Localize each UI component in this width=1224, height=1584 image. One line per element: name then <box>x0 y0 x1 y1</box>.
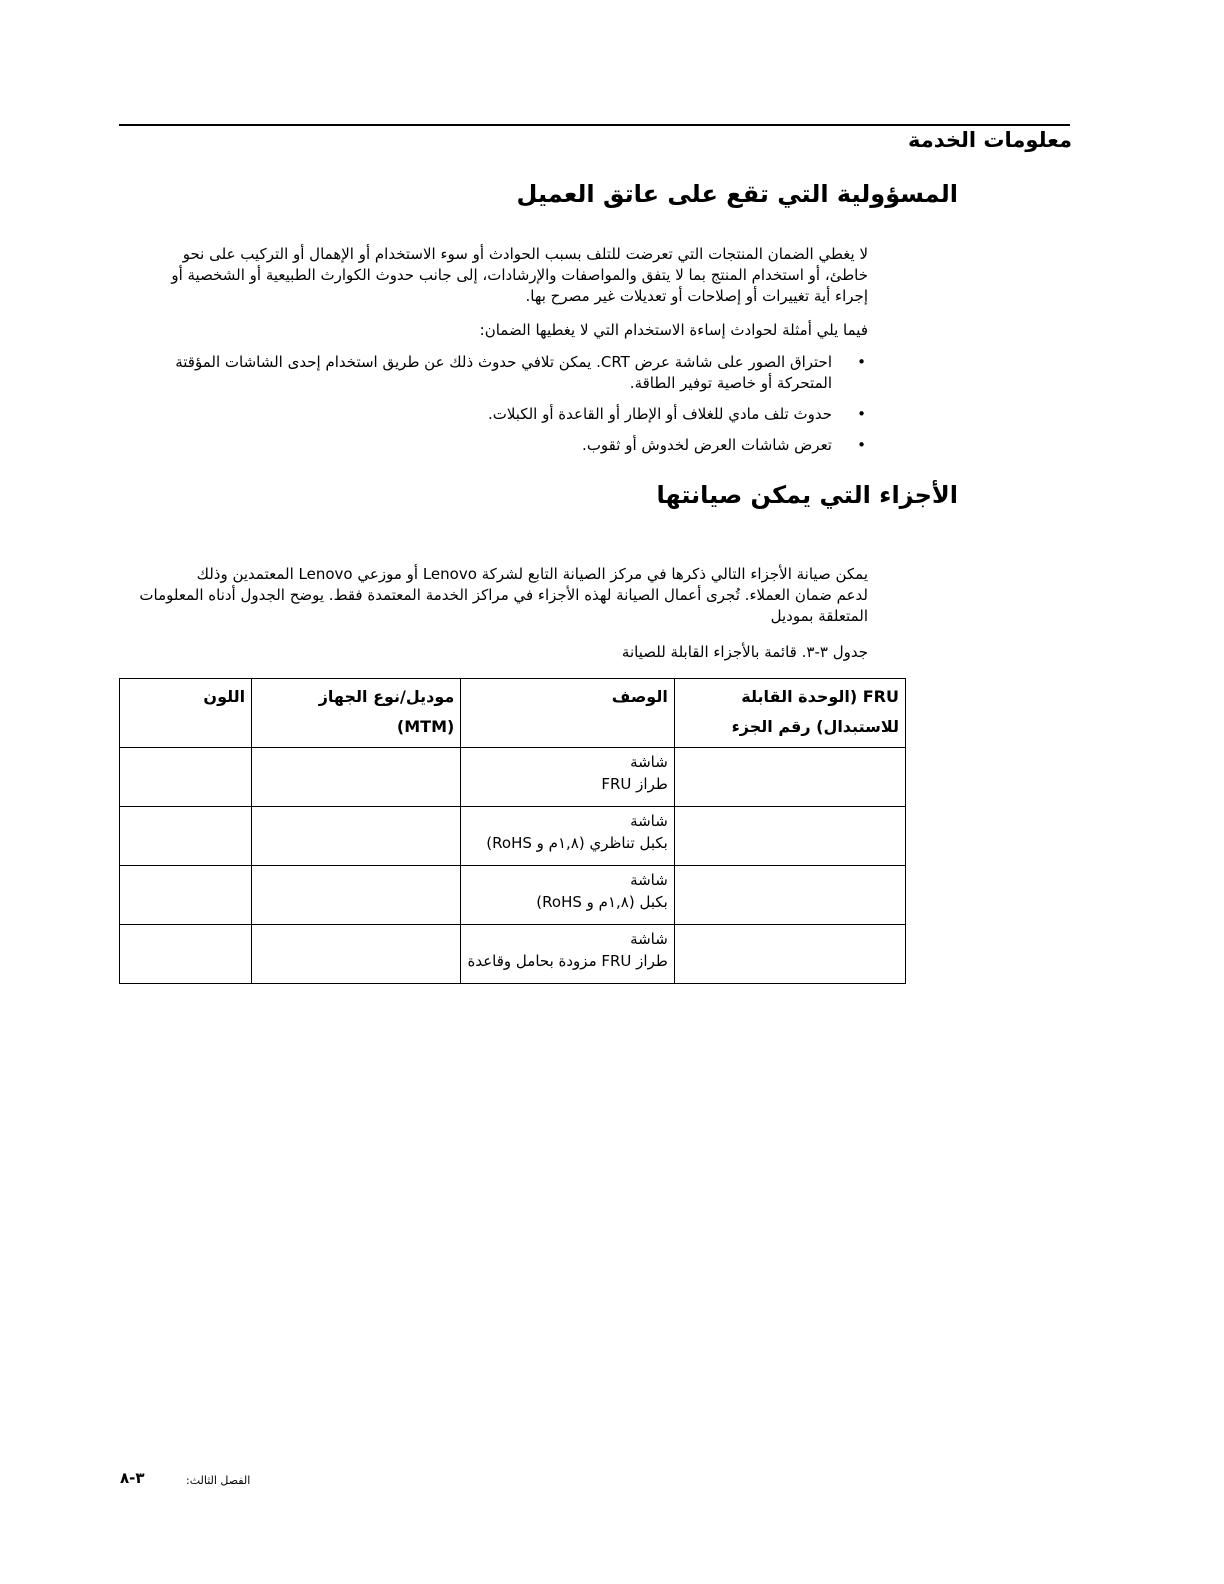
model-column-header: موديل/نوع الجهاز (MTM) <box>252 679 461 748</box>
description-line: شاشة <box>630 871 668 889</box>
paragraph-line: المتعلقة بموديل <box>770 607 868 625</box>
fru-cell <box>674 925 905 984</box>
description-line: شاشة <box>630 812 668 830</box>
paragraph-line: يمكن صيانة الأجزاء التالي ذكرها في مركز الصيانة التابع لشركة Lenovo أو موزعي Lenovo المعتمدين وذلك <box>196 565 868 583</box>
misuse-list <box>140 352 868 466</box>
paragraph-line: إجراء أية تغييرات أو إصلاحات أو تعديلات غير مصرح بها. <box>525 287 868 305</box>
list-item <box>140 404 868 425</box>
table-caption: جدول ٣-٣. قائمة بالأجزاء القابلة للصيانة <box>621 643 868 661</box>
list-item <box>140 435 868 456</box>
model-cell <box>252 807 461 866</box>
model-cell <box>252 866 461 925</box>
chapter-label: الفصل الثالث: <box>186 1474 251 1487</box>
bullet-icon: • <box>857 405 866 423</box>
bullet-icon: • <box>857 353 866 371</box>
serviceable-parts-table <box>119 678 906 984</box>
description-line: طراز FRU <box>601 775 668 793</box>
description-line: شاشة <box>630 930 668 948</box>
model-cell <box>252 748 461 807</box>
list-item-line: احتراق الصور على شاشة عرض CRT. يمكن تلافي حدوث ذلك عن طريق استخدام إحدى الشاشات المؤقتة <box>175 353 832 371</box>
description-column-header: الوصف <box>461 679 675 748</box>
paragraph-line: خاطئ، أو استخدام المنتج بما لا يتفق والمواصفات والإرشادات، إلى جانب حدوث الكوارث الطبيعية أو الشخصية أو <box>171 266 868 284</box>
misuse-intro: فيما يلي أمثلة لحوادث إساءة الاستخدام التي لا يغطيها الضمان: <box>479 321 868 339</box>
description-line: بكبل (١,٨م و RoHS) <box>536 893 668 911</box>
list-item-line: المتحركة أو خاصية توفير الطاقة. <box>629 374 832 392</box>
color-cell <box>120 748 252 807</box>
list-item-line: تعرض شاشات العرض لخدوش أو ثقوب. <box>582 436 832 454</box>
table-row <box>120 925 906 984</box>
section-title: معلومات الخدمة <box>908 128 1072 152</box>
color-column-header: اللون <box>120 679 252 748</box>
table-header-row <box>120 679 906 748</box>
description-cell <box>461 866 675 925</box>
list-item-line: حدوث تلف مادي للغلاف أو الإطار أو القاعدة أو الكبلات. <box>487 405 832 423</box>
description-line: بكبل تناظري (١,٨م و RoHS) <box>486 834 668 852</box>
page-number: ٣-٨ <box>120 1469 145 1487</box>
description-line: طراز FRU مزودة بحامل وقاعدة <box>467 952 668 970</box>
customer-liability-heading: المسؤولية التي تقع على عاتق العميل <box>516 180 958 208</box>
liability-paragraph <box>145 244 868 307</box>
parts-paragraph <box>126 564 868 627</box>
list-item <box>140 352 868 394</box>
bullet-icon: • <box>857 436 866 454</box>
model-cell <box>252 925 461 984</box>
paragraph-line: لدعم ضمان العملاء. تُجرى أعمال الصيانة لهذه الأجزاء في مراكز الخدمة المعتمدة فقط. يوضح الجدول أدناه المعلومات <box>139 586 868 604</box>
header-rule <box>119 124 1070 126</box>
fru-cell <box>674 807 905 866</box>
fru-cell <box>674 748 905 807</box>
fru-cell <box>674 866 905 925</box>
description-line: شاشة <box>630 753 668 771</box>
color-cell <box>120 925 252 984</box>
table-row <box>120 748 906 807</box>
description-cell <box>461 748 675 807</box>
description-cell <box>461 807 675 866</box>
description-cell <box>461 925 675 984</box>
color-cell <box>120 866 252 925</box>
table-row <box>120 807 906 866</box>
table-row <box>120 866 906 925</box>
color-cell <box>120 807 252 866</box>
fru-column-header: FRU (الوحدة القابلة للاستبدال) رقم الجزء <box>674 679 905 748</box>
serviceable-parts-heading: الأجزاء التي يمكن صيانتها <box>656 481 958 509</box>
paragraph-line: لا يغطي الضمان المنتجات التي تعرضت للتلف بسبب الحوادث أو سوء الاستخدام أو الإهمال أو التركيب على نحو <box>182 245 868 263</box>
